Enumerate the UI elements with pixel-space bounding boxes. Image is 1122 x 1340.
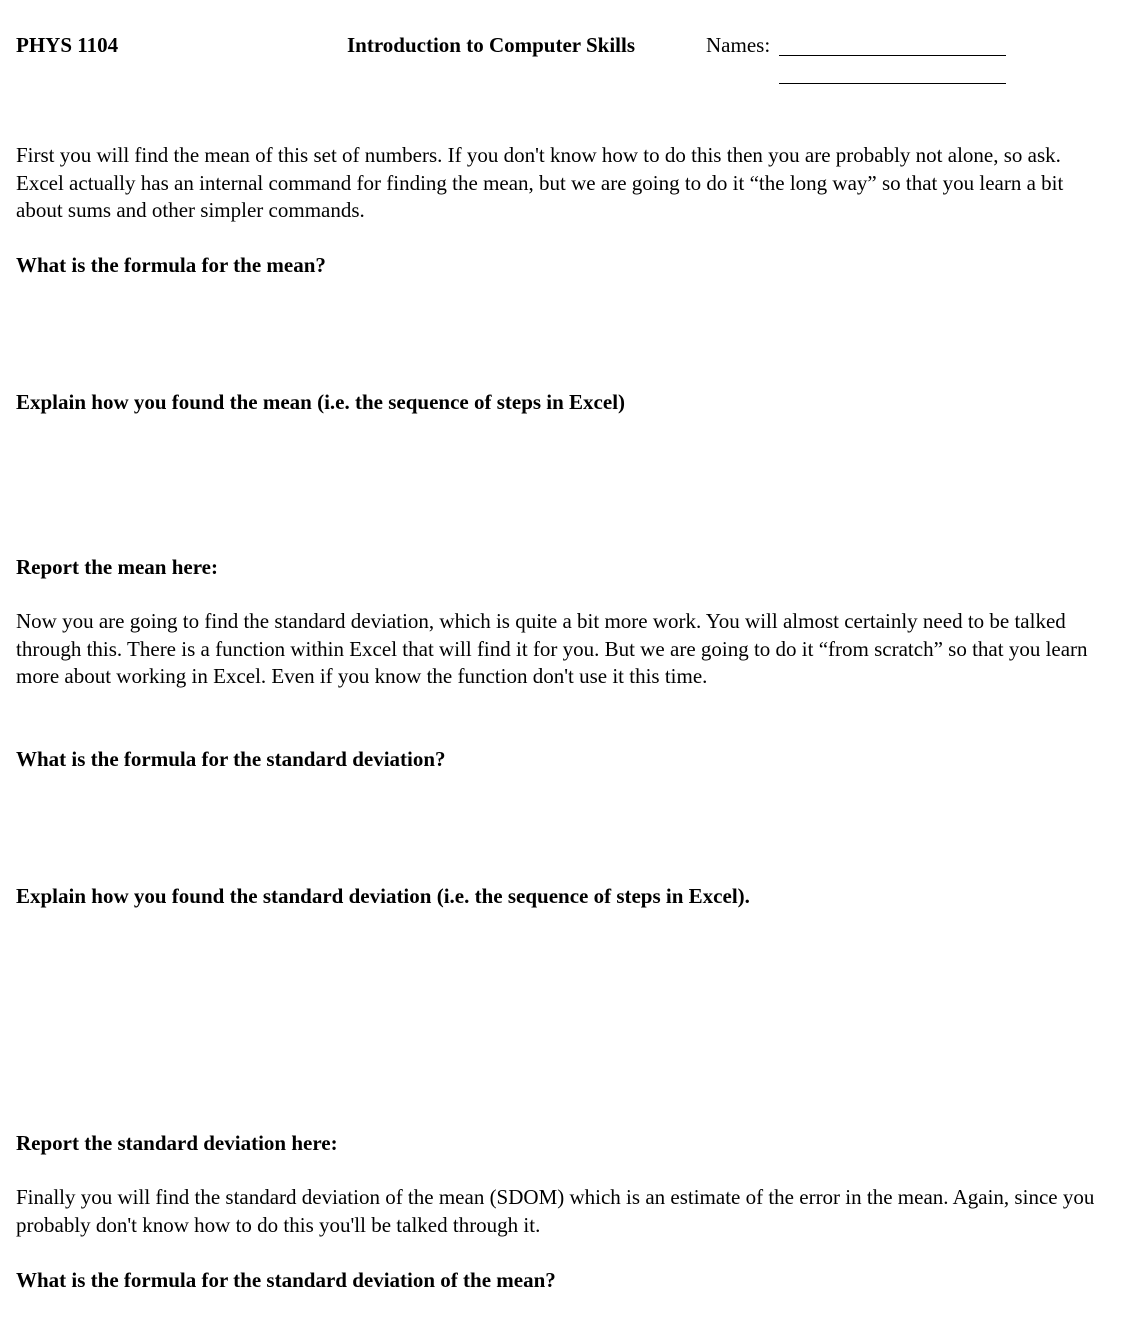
name-blank-line-1[interactable] (779, 55, 1006, 56)
question-sdom-formula: What is the formula for the standard deviation of the mean? (16, 1268, 556, 1292)
name-blank-line-2[interactable] (779, 83, 1006, 84)
question-sd-formula: What is the formula for the standard deviation? (16, 747, 446, 771)
question-sd-steps: Explain how you found the standard deviation (i.e. the sequence of steps in Excel). (16, 884, 750, 908)
question-mean-report: Report the mean here: (16, 555, 218, 579)
worksheet-header (16, 33, 1106, 93)
course-code: PHYS 1104 (16, 33, 119, 57)
intro-sd-paragraph: Now you are going to find the standard deviation, which is quite a bit more work. You will almost certainly need to be talked through this. There is a function within Excel that will find it for you. But we are going to do it “from scratch” so that you learn more about working in Excel. Even if you know the function don't use it this time. (16, 609, 1088, 688)
question-mean-steps: Explain how you found the mean (i.e. the sequence of steps in Excel) (16, 390, 626, 414)
intro-sdom-paragraph: Finally you will find the standard deviation of the mean (SDOM) which is an estimate of the error in the mean. Again, since you probably don't know how to do this you'll be talked through it. (16, 1185, 1095, 1237)
question-mean-formula: What is the formula for the mean? (16, 253, 326, 277)
intro-mean-paragraph: First you will find the mean of this set of numbers. If you don't know how to do this then you are probably not alone, so ask. Excel actually has an internal command for finding the mean, but we are going to do it “the long way” so that you learn a bit about sums and other simpler commands. (16, 143, 1064, 222)
question-sd-report: Report the standard deviation here: (16, 1131, 338, 1155)
names-label: Names: (706, 33, 771, 57)
course-title: Introduction to Computer Skills (347, 33, 636, 57)
